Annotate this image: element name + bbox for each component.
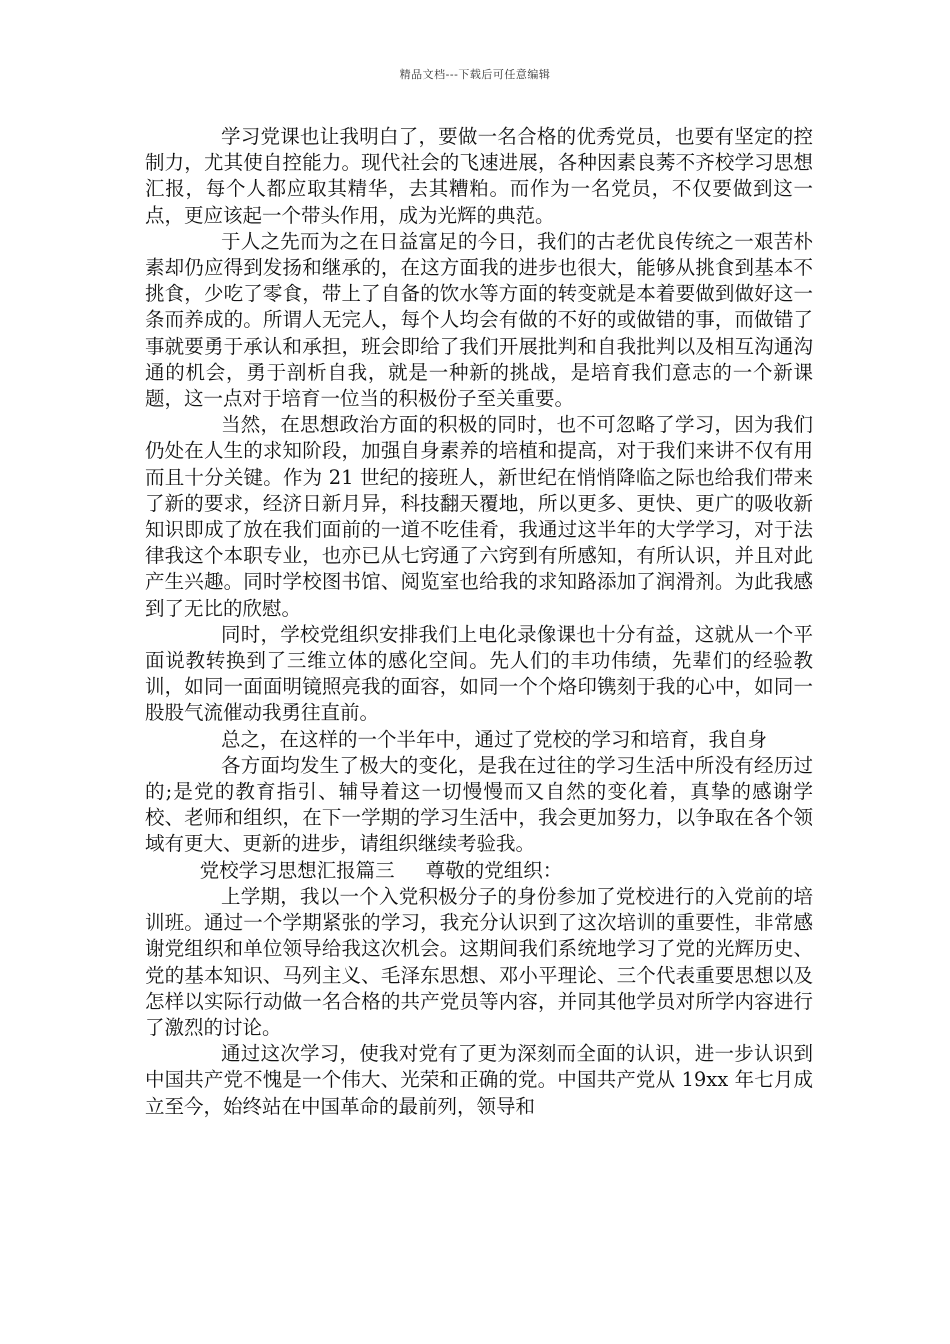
section-heading xyxy=(145,858,813,884)
paragraph: 上学期，我以一个入党积极分子的身份参加了党校进行的入党前的培训班。通过一个学期紧张的学习，我充分认识到了这次培训的重要性，非常感谢党组织和单位领导给我这次机会。这期间我们系统地学习了党的光辉历史、党的基本知识、马列主义、毛泽东思想、邓小平理论、三个代表重要思想以及怎样以实际行动做一名合格的共产党员等内容，并同其他学员对所学内容进行了激烈的讨论。 xyxy=(145,884,813,1039)
salutation: 尊敬的党组织： xyxy=(425,858,563,882)
paragraph: 当然，在思想政治方面的积极的同时，也不可忽略了学习，因为我们仍处在人生的求知阶段，加强自身素养的培植和提高，对于我们来讲不仅有用而且十分关键。作为 21 世纪的接班人，新世纪在悄悄降临之际也给我们带来了新的要求，经济日新月异，科技翻天覆地，所以更多、更快、更广的吸收新知识即成了放在我们面前的一道不吃佳肴，我通过这半年的大学学习，对于法律我这个本职专业，也亦已从七窍通了六窍到有所感知，有所认识，并且对此产生兴趣。同时学校图书馆、阅览室也给我的求知路添加了润滑剂。为此我感到了无比的欣慰。 xyxy=(145,413,813,620)
paragraph: 通过这次学习，使我对党有了更为深刻而全面的认识，进一步认识到中国共产党不愧是一个伟大、光荣和正确的党。中国共产党从 19xx 年七月成立至今，始终站在中国革命的最前列，领导和 xyxy=(145,1042,813,1118)
document-body xyxy=(145,124,813,1120)
paragraph: 同时，学校党组织安排我们上电化录像课也十分有益，这就从一个平面说教转换到了三维立体的感化空间。先人们的丰功伟绩，先辈们的经验教训，如同一面面明镜照亮我的面容，如同一个个烙印镌刻于我的心中，如同一股股气流催动我勇往直前。 xyxy=(145,622,813,725)
paragraph: 总之，在这样的一个半年中，通过了党校的学习和培育，我自身 xyxy=(221,727,768,751)
paragraph: 学习党课也让我明白了，要做一名合格的优秀党员，也要有坚定的控制力，尤其使自控能力。现代社会的飞速进展，各种因素良莠不齐校学习思想汇报，每个人都应取其精华，去其糟粕。而作为一名党员，不仅要做到这一点，更应该起一个带头作用，成为光辉的典范。 xyxy=(145,125,813,227)
section-title: 党校学习思想汇报篇三 xyxy=(199,858,395,882)
paragraph: 于人之先而为之在日益富足的今日，我们的古老优良传统之一艰苦朴素却仍应得到发扬和继承的，在这方面我的进步也很大，能够从挑食到基本不挑食，少吃了零食，带上了自备的饮水等方面的转变就是本着要做到做好这一条而养成的。所谓人无完人，每个人均会有做的不好的或做错的事，而做错了事就要勇于承认和承担，班会即给了我们开展批判和自我批判以及相互沟通沟通的机会，勇于剖析自我，就是一种新的挑战，是培育我们意志的一个新课题，这一点对于培育一位当的积极份子至关重要。 xyxy=(145,229,813,411)
page-header: 精品文档---下载后可任意编辑 xyxy=(399,68,551,81)
paragraph: 各方面均发生了极大的变化，是我在过往的学习生活中所没有经历过的;是党的教育指引、辅导着这一切慢慢而又自然的变化着，真挚的感谢学校、老师和组织，在下一学期的学习生活中，我会更加努力，以争取在各个领域有更大、更新的进步，请组织继续考验我。 xyxy=(145,753,813,856)
